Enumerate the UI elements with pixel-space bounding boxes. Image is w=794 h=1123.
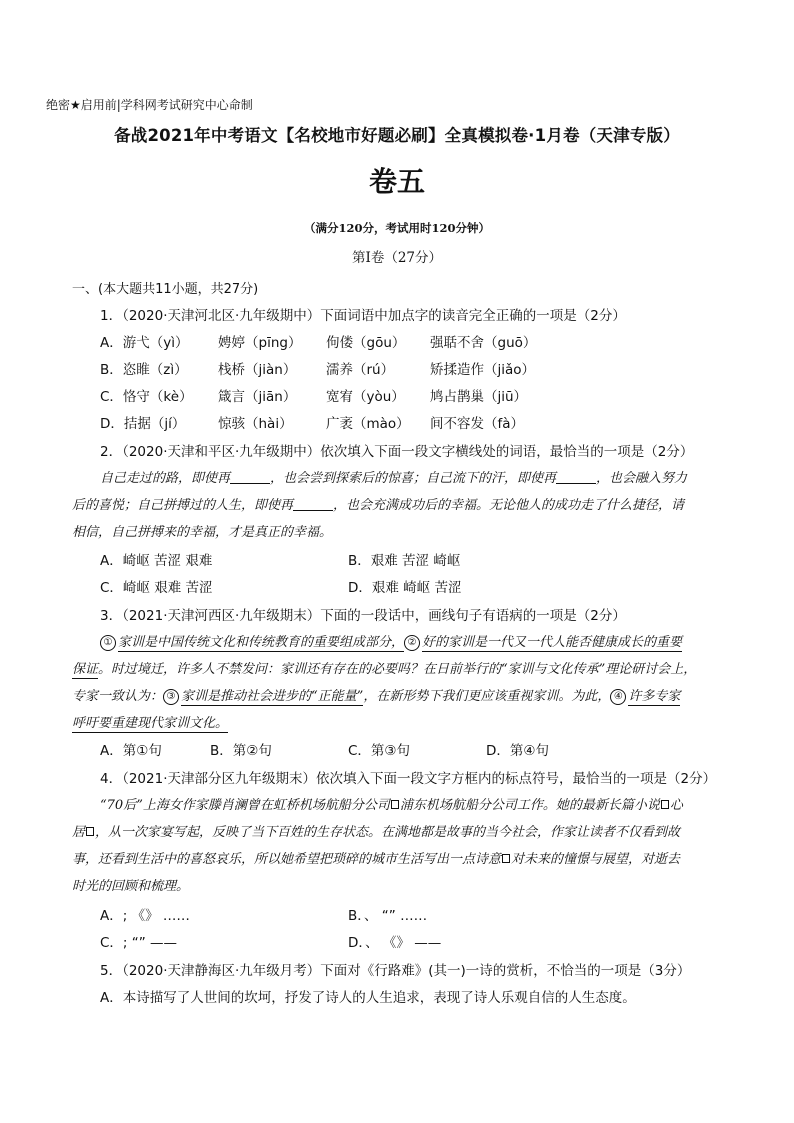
q2-text: ，也会充满成功后的幸福。无论他人的成功走了什么捷径，请 [333, 498, 685, 513]
q3-passage-line [72, 712, 228, 731]
underlined-sentence: 好的家训是一代又一代人能否健康成长的重要 [422, 635, 683, 650]
q4-text: 心 [669, 798, 683, 813]
q2-option-a: A．崎岖 苦涩 艰难 [100, 553, 213, 569]
q2-text: 后的喜悦；自己拼搏过的人生，即使再 [72, 498, 294, 513]
circled-number: ④ [610, 689, 626, 705]
q2-passage-line: 相信，自己拼搏来的幸福，才是真正的幸福。 [72, 525, 333, 540]
q4-text: 事，还看到生活中的喜怒哀乐，所以她希望把琐碎的城市生活写出一点诗意 [72, 852, 502, 867]
exam-title: 备战2021年中考语文【名校地市好题必刷】全真模拟卷·1月卷（天津专版） [114, 126, 680, 145]
q1-d-1: D．拮据（jí） [100, 416, 186, 432]
q4-text: ，从一次家宴写起，反映了当下百姓的生存状态。在满地都是故事的当今社会，作家让读者不仅看到故 [95, 825, 681, 840]
q4-option-b: B．、 “” …… [348, 908, 428, 924]
q3-option-b: B．第②句 [210, 743, 272, 759]
q3-passage-line [72, 685, 680, 705]
q4-text: 对未来的憧憬与展望，对逝去 [511, 852, 681, 867]
underlined-sentence: 呼吁要重建现代家训文化。 [72, 716, 229, 731]
punctuation-box [502, 854, 510, 863]
q4-stem: 4．（2021·天津部分区九年级期末）依次填入下面一段文字方框内的标点符号，最恰当的一项是（2分） [100, 771, 717, 787]
volume-title: 卷五 [368, 165, 425, 198]
q1-d-4: 间不容发（fà） [430, 416, 525, 432]
q3-passage-line [100, 631, 682, 651]
q3-stem: 3．（2021·天津河西区·九年级期末）下面的一段话中，画线句子有语病的一项是（2分） [100, 608, 626, 624]
section-heading: 一、(本大题共11小题，共27分) [72, 282, 259, 297]
underlined-sentence: 保证 [72, 662, 99, 677]
q1-c-4: 鸠占鹊巢（jiū） [430, 389, 528, 405]
q1-b-4: 矫揉造作（jiǎo） [430, 362, 536, 378]
q2-text: 自己走过的路，即使再 [100, 471, 231, 486]
q4-passage-line [72, 821, 680, 840]
circled-number: ① [100, 635, 116, 651]
blank-line [556, 470, 596, 484]
q3-text: 专家一致认为： [72, 689, 164, 704]
q1-a-1: A．游弋（yì） [100, 335, 189, 351]
q1-option-row [100, 412, 524, 432]
underlined-sentence: 许多专家 [628, 689, 681, 704]
punctuation-box [661, 800, 669, 809]
q3-passage-line [72, 658, 696, 677]
q4-passage-line: 时光的回顾和梳理。 [72, 879, 190, 894]
q4-text: 浦东机场航船分公司工作。她的最新长篇小说 [399, 798, 660, 813]
q4-option-c: C．; “” —— [100, 935, 178, 951]
q3-option-a: A．第①句 [100, 743, 162, 759]
q2-option-c: C．崎岖 艰难 苦涩 [100, 580, 213, 596]
q3-option-c: C．第③句 [348, 743, 411, 759]
q3-text: 。时过境迁，许多人不禁发问：家训还有存在的必要吗？在日前举行的“家训与文化传承”理论研讨会上， [98, 662, 697, 677]
q4-option-a: A．; 《》 …… [100, 908, 190, 924]
q2-option-b: B．艰难 苦涩 崎岖 [348, 553, 461, 569]
q1-a-2: 娉婷（pīng） [218, 335, 302, 351]
q2-passage-line [72, 494, 684, 513]
q1-option-row [100, 358, 535, 378]
q1-a-4: 强聒不舍（guō） [430, 335, 537, 351]
q5-stem: 5．（2020·天津静海区·九年级月考）下面对《行路难》(其一)一诗的赏析，不恰当的一项是（3分） [100, 963, 691, 979]
q2-stem: 2．（2020·天津和平区·九年级期中）依次填入下面一段文字横线处的词语，最恰当的一项是（2分） [100, 444, 694, 460]
circled-number: ③ [163, 689, 179, 705]
blank-line [293, 497, 333, 511]
part-title: 第Ⅰ卷（27分） [351, 250, 442, 266]
confidential-note: 绝密★启用前|学科网考试研究中心命制 [46, 98, 253, 112]
circled-number: ② [404, 635, 420, 651]
q4-text: 居 [72, 825, 86, 840]
q4-text: “70后”上海女作家滕肖澜曾在虹桥机场航船分公司 [100, 798, 390, 813]
q5-option-a: A．本诗描写了人世间的坎坷，抒发了诗人的人生追求，表现了诗人乐观自信的人生态度。 [100, 990, 636, 1006]
q1-d-2: 惊骇（hài） [218, 416, 293, 432]
punctuation-box [86, 827, 94, 836]
q1-b-3: 濡养（rú） [326, 362, 395, 378]
q1-b-1: B．恣睢（zì） [100, 362, 188, 378]
q1-a-3: 佝偻（gōu） [326, 335, 406, 351]
q1-option-row [100, 385, 527, 405]
punctuation-box [391, 800, 399, 809]
q2-passage-line [100, 467, 687, 486]
q1-c-2: 箴言（jiān） [218, 389, 297, 405]
q4-passage-line [100, 794, 683, 813]
score-time-note: （满分120分，考试用时120分钟） [303, 221, 490, 235]
q1-c-3: 宽宥（yòu） [326, 389, 405, 405]
q2-text: ，也会融入努力 [596, 471, 688, 486]
underlined-sentence: 家训是中国传统文化和传统教育的重要组成部分， [118, 635, 405, 650]
q1-b-2: 栈桥（jiàn） [218, 362, 297, 378]
q1-option-row [100, 331, 536, 351]
q3-text: ，在新形势下我们更应该重视家训。为此， [363, 689, 611, 704]
q2-option-d: D．艰难 崎岖 苦涩 [348, 580, 462, 596]
q4-option-d: D．、 《》 —— [348, 935, 442, 951]
underlined-sentence: 家训是推动社会进步的“正能量” [181, 689, 364, 704]
q1-stem: 1．（2020·天津河北区·九年级期中）下面词语中加点字的读音完全正确的一项是（2分） [100, 308, 626, 324]
q2-text: ，也会尝到探索后的惊喜；自己流下的汗，即使再 [270, 471, 557, 486]
blank-line [230, 470, 270, 484]
q1-c-1: C．恪守（kè） [100, 389, 193, 405]
q4-passage-line [72, 848, 680, 867]
q3-option-d: D．第④句 [486, 743, 549, 759]
q1-d-3: 广袤（mào） [326, 416, 410, 432]
